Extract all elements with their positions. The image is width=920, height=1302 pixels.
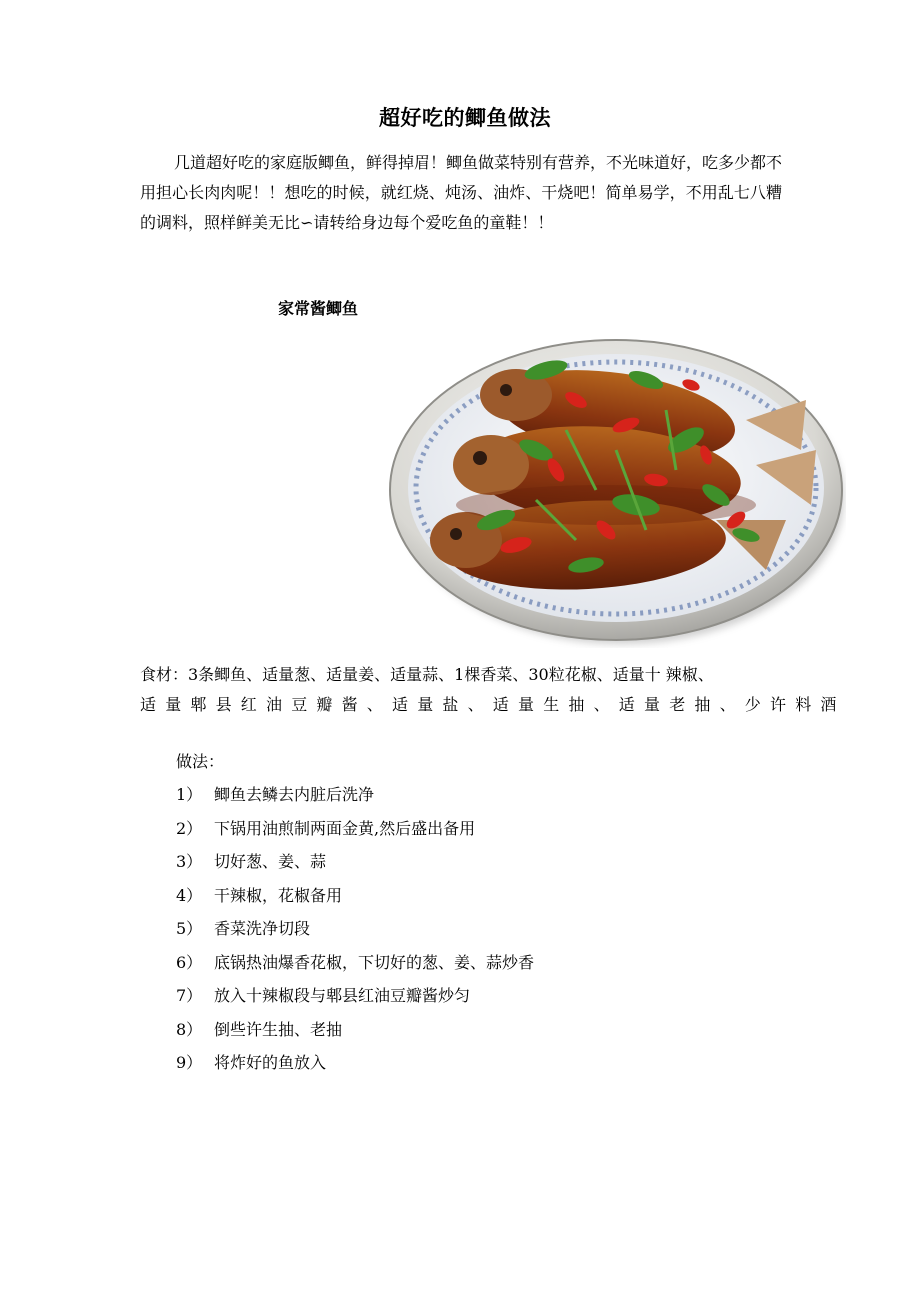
step-number: 3）	[176, 852, 203, 871]
ingredients	[140, 660, 846, 720]
step-item	[176, 1048, 776, 1082]
step-item	[176, 948, 776, 982]
step-number: 5）	[176, 919, 203, 938]
step-text: 香菜洗净切段	[214, 919, 311, 938]
method-label: 做法：	[176, 752, 225, 771]
step-item	[176, 1015, 776, 1049]
step-number: 9）	[176, 1053, 203, 1072]
step-text: 倒些许生抽、老抽	[214, 1019, 343, 1039]
step-text: 下锅用油煎制两面金黄,然后盛出备用	[214, 818, 476, 838]
ingredients-line-1: 食材：3条鲫鱼、适量葱、适量姜、适量蒜、1棵香菜、30粒花椒、适量十 辣椒、	[140, 665, 714, 684]
step-text: 将炸好的鱼放入	[214, 1053, 327, 1072]
step-item	[176, 847, 776, 881]
step-number: 6）	[176, 952, 203, 972]
step-number: 4）	[176, 885, 203, 905]
step-item	[176, 814, 776, 848]
step-text: 鲫鱼去鳞去内脏后洗净	[214, 785, 375, 804]
step-text: 切好葱、姜、蒜	[214, 852, 327, 871]
step-item	[176, 981, 776, 1015]
step-item	[176, 881, 776, 915]
braised-crucian-carp-photo	[386, 330, 846, 648]
recipe-title: 家常酱鲫鱼	[278, 299, 359, 318]
method-section	[176, 748, 776, 1082]
intro-paragraph	[140, 148, 782, 238]
step-text: 干辣椒，花椒备用	[214, 885, 343, 905]
step-number: 8）	[176, 1019, 203, 1039]
step-text: 放入十辣椒段与郫县红油豆瓣酱炒匀	[214, 986, 471, 1005]
step-number: 7）	[176, 986, 203, 1005]
intro-text: 几道超好吃的家庭版鲫鱼，鲜得掉眉！鲫鱼做菜特别有营养，不光味道好，吃多少都不用担心长肉肉呢！！想吃的时候，就红烧、炖汤、油炸、干烧吧！简单易学，不用乱七八糟的调料，照样鲜美无比∽请转给身边每个爱吃鱼的童鞋！！	[140, 153, 783, 232]
step-item	[176, 780, 776, 814]
step-number: 2）	[176, 818, 203, 838]
ingredients-line-2: 适量郫县红油豆瓣酱、适量盐、适量生抽、适量老抽、少许料酒	[140, 695, 846, 714]
step-item	[176, 914, 776, 948]
document-title: 超好吃的鲫鱼做法	[379, 106, 551, 130]
step-text: 底锅热油爆香花椒，下切好的葱、姜、蒜炒香	[214, 952, 535, 972]
method-steps	[176, 780, 776, 1082]
step-number: 1）	[176, 785, 203, 804]
